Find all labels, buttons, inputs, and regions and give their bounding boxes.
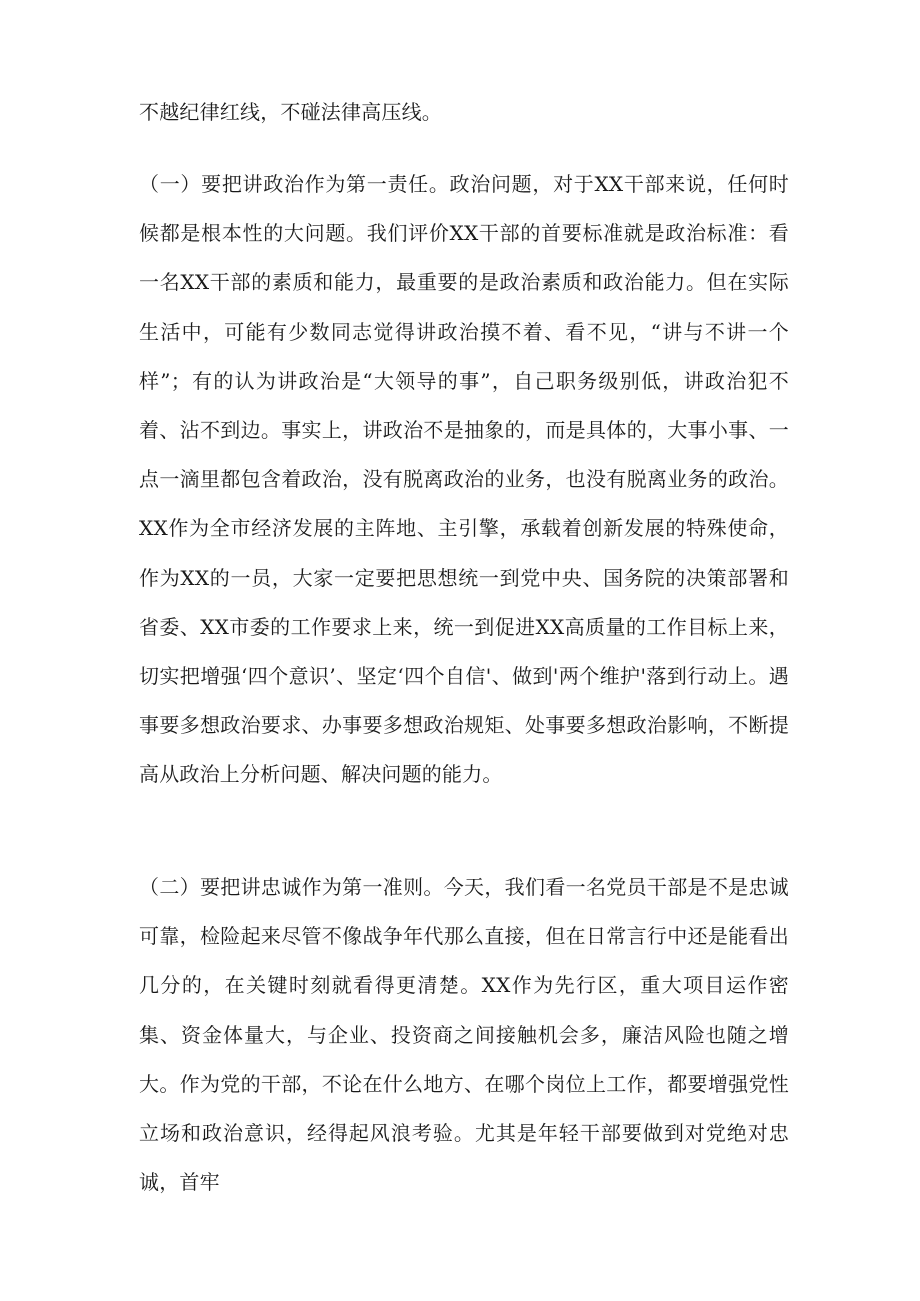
paragraph-continuation: 不越纪律红线，不碰法律高压线。: [139, 100, 442, 124]
paragraph-section-one: （一）要把讲政治作为第一责任。政治问题，对于XX干部来说，任何时候都是根本性的大问题。我们评价XX干部的首要标准就是政治标准：看一名XX干部的素质和能力，最重要的是政治素质和政治能力。但在实际生活中，可能有少数同志觉得讲政治摸不着、看不见，“讲与不讲一个样”；有的认为讲政治是“大领导的事”，自己职务级别低，讲政治犯不着、沾不到边。事实上，讲政治不是抽象的，而是具体的，大事小事、一点一滴里都包含着政治，没有脱离政治的业务，也没有脱离业务的政治。XX作为全市经济发展的主阵地、主引擎，承载着创新发展的特殊使命，作为XX的一员，大家一定要把思想统一到党中央、国务院的决策部署和省委、XX市委的工作要求上来，统一到促进XX高质量的工作目标上来，切实把增强‘四个意识’、坚定‘四个自信'、做到'两个维护'落到行动上。遇事要多想政治要求、办事要多想政治规矩、处事要多想政治影响，不断提高从政治上分析问题、解决问题的能力。: [139, 172, 789, 787]
paragraph-section-two: （二）要把讲忠诚作为第一准则。今天，我们看一名党员干部是不是忠诚可靠，检险起来尽管不像战争年代那么直接，但在日常言行中还是能看出几分的，在关键时刻就看得更清楚。XX作为先行区，重大项目运作密集、资金体量大，与企业、投资商之间接触机会多，廉洁风险也随之增大。作为党的干部，不论在什么地方、在哪个岗位上工作，都要增强党性立场和政治意识，经得起风浪考验。尤其是年轻干部要做到对党绝对忠诚，首牢: [139, 875, 789, 1195]
